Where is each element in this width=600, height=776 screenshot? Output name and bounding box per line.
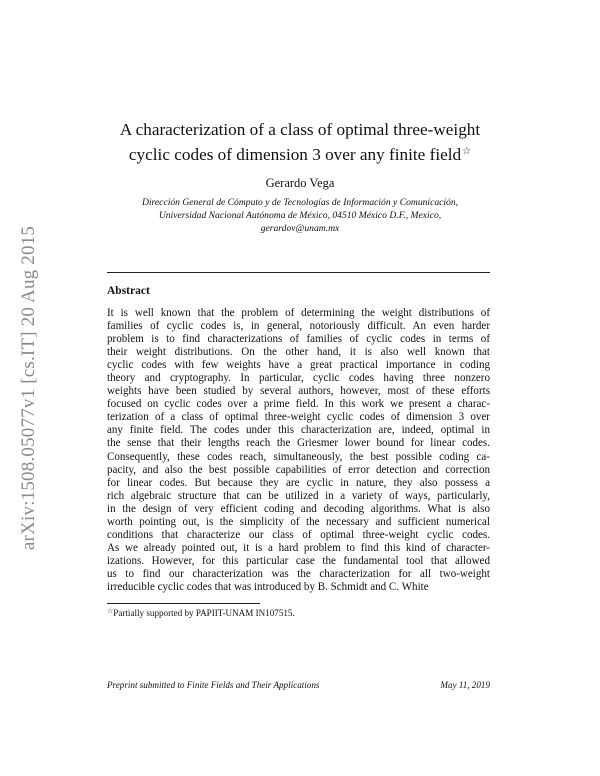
abstract-line: families of cyclic codes is, in general, notoriously difficult. An even harder xyxy=(107,320,490,333)
title-footnote-mark: ☆ xyxy=(462,146,472,157)
abstract-line: As we already pointed out, it is a hard problem to find this kind of character- xyxy=(107,541,490,554)
abstract-line: worth pointing out, is the simplicity of the necessary and sufficient numerical xyxy=(107,515,490,528)
abstract-line: cyclic codes with few weights have a great practical importance in coding xyxy=(107,359,490,372)
abstract-line: rich algebraic structure that can be utilized in a variety of ways, particularly, xyxy=(107,489,490,502)
author-email: gerardov@unam.mx xyxy=(260,223,340,234)
abstract-body xyxy=(107,307,490,594)
affiliation-line-1: Dirección General de Cómputo y de Tecnologías de Información y Comunicación, xyxy=(141,197,459,208)
preprint-journal-note: Preprint submitted to Finite Fields and Their Applications xyxy=(107,680,320,690)
abstract-line: in the design of very efficient coding and decoding algorithms. What is also xyxy=(107,502,490,515)
abstract-line: weights have been studied by several authors, however, most of these efforts xyxy=(107,385,490,398)
abstract-line: theory and cryptography. In particular, cyclic codes having three nonzero xyxy=(107,372,490,385)
abstract-line: It is well known that the problem of determining the weight distributions of xyxy=(107,307,490,319)
abstract-top-rule xyxy=(107,272,490,273)
abstract-line: izations. However, for this particular case the fundamental tool that allowed xyxy=(107,554,490,567)
title-line-2 xyxy=(100,141,500,166)
author-name: Gerardo Vega xyxy=(265,176,335,190)
footnote-mark: ☆ xyxy=(107,607,114,615)
title-line-1: A characterization of a class of optimal three-weight xyxy=(119,120,481,139)
title-line-2-text: cyclic codes of dimension 3 over any finite field xyxy=(128,145,462,164)
affiliation-line-2: Universidad Nacional Autónoma de México, 04510 México D.F., Mexico, xyxy=(158,210,442,221)
abstract-line: for linear codes. But because they are cyclic in nature, they also possess a xyxy=(107,476,490,489)
abstract-line: pacity, and also the best possible capabilities of error detection and correction xyxy=(107,463,490,476)
abstract-heading: Abstract xyxy=(107,285,150,297)
arxiv-identifier-stamp: arXiv:1508.05077v1 [cs.IT] 20 Aug 2015 xyxy=(18,225,39,551)
abstract-line: focused on cyclic codes over a prime field. In this work we present a charac- xyxy=(107,398,490,411)
abstract-line: the sense that their lengths reach the Griesmer lower bound for linear codes. xyxy=(107,437,490,450)
abstract-line: irreducible cyclic codes that was introduced by B. Schmidt and C. White xyxy=(107,580,429,593)
footnote-text: Partially supported by PAPIIT-UNAM IN107515. xyxy=(113,608,295,618)
abstract-line: us to find our characterization was the characterization for all two-weight xyxy=(107,567,490,580)
paper-title xyxy=(100,119,500,166)
abstract-line: their weight distributions. On the other hand, it is also well known that xyxy=(107,346,490,359)
abstract-line: terization of a class of optimal three-weight cyclic codes of dimension 3 over xyxy=(107,411,490,424)
footnote-rule xyxy=(107,603,260,604)
affiliation xyxy=(100,196,500,235)
abstract-line: any finite field. The codes under this characterization are, indeed, optimal in xyxy=(107,424,490,437)
footnote xyxy=(107,607,295,618)
preprint-date: May 11, 2019 xyxy=(440,680,490,690)
abstract-line: Consequently, these codes reach, simultaneously, the best possible coding ca- xyxy=(107,450,490,463)
abstract-line: problem is to find characterizations of families of cyclic codes in terms of xyxy=(107,333,490,346)
abstract-line: conditions that characterize our class of optimal three-weight cyclic codes. xyxy=(107,528,490,541)
